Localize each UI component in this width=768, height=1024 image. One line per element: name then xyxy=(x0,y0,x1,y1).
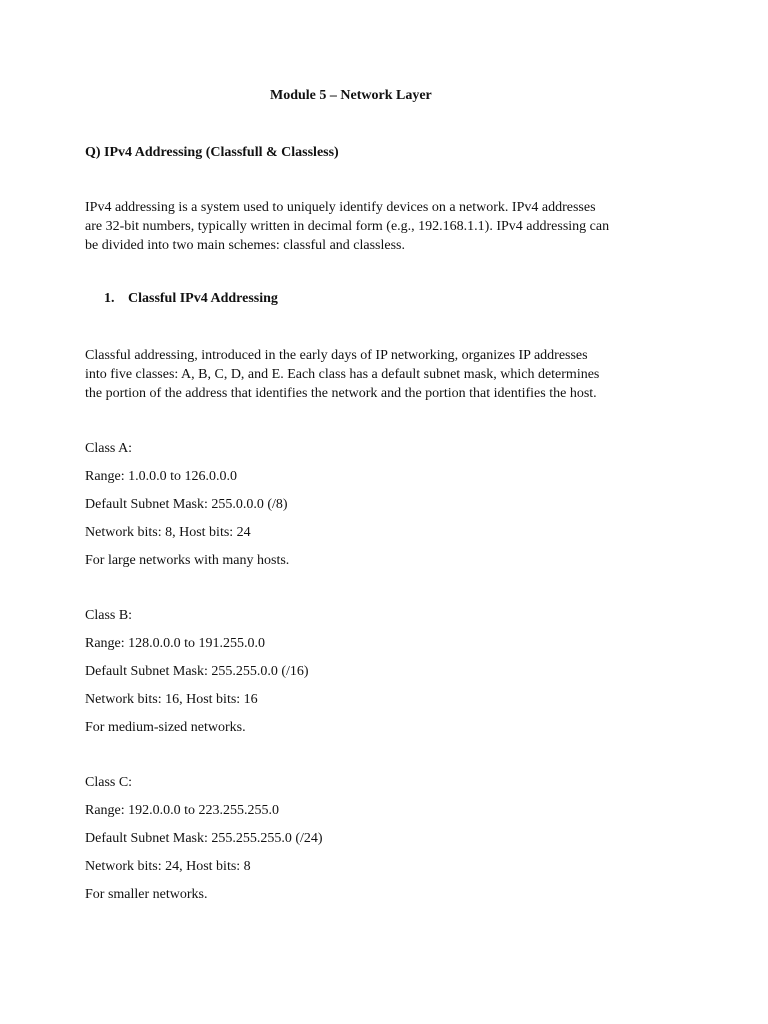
class-usage: For smaller networks. xyxy=(85,887,208,902)
section-line: Classful addressing, introduced in the early days of IP networking, organizes IP addresses xyxy=(85,348,588,363)
class-subnet-mask: Default Subnet Mask: 255.0.0.0 (/8) xyxy=(85,497,288,512)
class-range: Range: 192.0.0.0 to 223.255.255.0 xyxy=(85,803,280,818)
class-name: Class C: xyxy=(85,775,133,790)
section-line: into five classes: A, B, C, D, and E. Each class has a default subnet mask, which determines xyxy=(85,367,600,382)
class-range: Range: 1.0.0.0 to 126.0.0.0 xyxy=(85,469,238,484)
class-name: Class A: xyxy=(85,441,133,456)
page-title: Module 5 – Network Layer xyxy=(270,88,432,103)
section-title: Classful IPv4 Addressing xyxy=(128,291,278,306)
class-range: Range: 128.0.0.0 to 191.255.0.0 xyxy=(85,636,266,651)
class-bits: Network bits: 16, Host bits: 16 xyxy=(85,692,258,707)
class-bits: Network bits: 24, Host bits: 8 xyxy=(85,859,251,874)
class-usage: For medium-sized networks. xyxy=(85,720,246,735)
intro-line: IPv4 addressing is a system used to uniquely identify devices on a network. IPv4 addresses xyxy=(85,200,596,215)
class-bits: Network bits: 8, Host bits: 24 xyxy=(85,525,251,540)
intro-line: are 32-bit numbers, typically written in decimal form (e.g., 192.168.1.1). IPv4 addressing can xyxy=(85,219,610,234)
class-name: Class B: xyxy=(85,608,133,623)
class-subnet-mask: Default Subnet Mask: 255.255.255.0 (/24) xyxy=(85,831,323,846)
section-line: the portion of the address that identifies the network and the portion that identifies the host. xyxy=(85,386,597,401)
class-usage: For large networks with many hosts. xyxy=(85,553,290,568)
question-heading: Q) IPv4 Addressing (Classfull & Classless) xyxy=(85,145,339,160)
class-subnet-mask: Default Subnet Mask: 255.255.0.0 (/16) xyxy=(85,664,309,679)
section-number: 1. xyxy=(104,291,115,306)
intro-line: be divided into two main schemes: classful and classless. xyxy=(85,238,405,253)
